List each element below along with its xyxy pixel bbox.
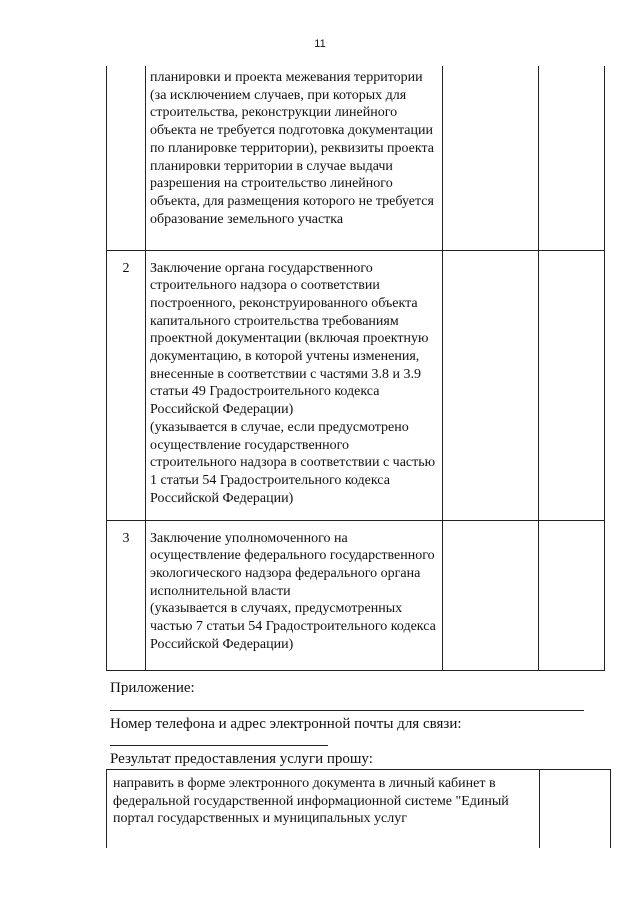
row-number: 2	[107, 250, 146, 520]
date-cell[interactable]	[539, 520, 605, 670]
row-number: 3	[107, 520, 146, 670]
document-name-cell	[146, 66, 443, 250]
table-row	[107, 250, 605, 520]
details-cell[interactable]	[443, 66, 539, 250]
details-cell[interactable]	[443, 520, 539, 670]
attachment-label: Приложение:	[110, 680, 195, 696]
attachment-line	[110, 710, 584, 711]
page-number: 11	[314, 38, 326, 50]
document-name-paragraph: Заключение уполномоченного на осуществление федерального государственного экологического надзора федерального органа исполнительной власти	[150, 530, 435, 599]
document-name-paragraph: Заключение органа государственного строительного надзора о соответствии построенного, реконструированного объекта капитального строительства требованиям проектной документации (включая проектную документацию, в которой учтены изменения, внесенные в соответствии с частями 3.8 и 3.9 статьи 49 Градостроительного кодекса Российской Федерации)	[150, 260, 429, 418]
result-options-table	[106, 769, 611, 848]
result-option-text: направить в форме электронного документа в личный кабинет в федеральной государственной информационной системе "Единый портал государственных и муниципальных услуг	[107, 770, 540, 849]
contacts-line	[110, 745, 328, 746]
document-name-cell	[146, 250, 443, 520]
result-option-row	[107, 770, 611, 849]
table-row	[107, 66, 605, 250]
date-cell[interactable]	[539, 66, 605, 250]
document-name-paragraph: (указывается в случаях, предусмотренных частью 7 статьи 54 Градостроительного кодекса Российской Федерации)	[150, 601, 436, 652]
details-cell[interactable]	[443, 250, 539, 520]
result-option-checkbox-cell[interactable]	[540, 770, 611, 849]
documents-table	[106, 66, 605, 671]
document-name-paragraph: планировки и проекта межевания территории (за исключением случаев, при которых для строительства, реконструкции линейного объекта не требуется подготовка документации по планировке территории), реквизиты проекта планировки территории в случае выдачи разрешения на строительство линейного объекта, для размещения которого не требуется образование земельного участка	[150, 70, 435, 227]
contacts-label: Номер телефона и адрес электронной почты для связи:	[110, 716, 462, 732]
table-row	[107, 520, 605, 670]
row-number	[107, 66, 146, 250]
document-name-cell	[146, 520, 443, 670]
document-name-paragraph: (указывается в случае, если предусмотрено осуществление государственного строительного надзора в соответствии с частью 1 статьи 54 Градостроительного кодекса Российской Федерации)	[150, 419, 436, 506]
result-request-label: Результат предоставления услуги прошу:	[110, 751, 373, 767]
date-cell[interactable]	[539, 250, 605, 520]
